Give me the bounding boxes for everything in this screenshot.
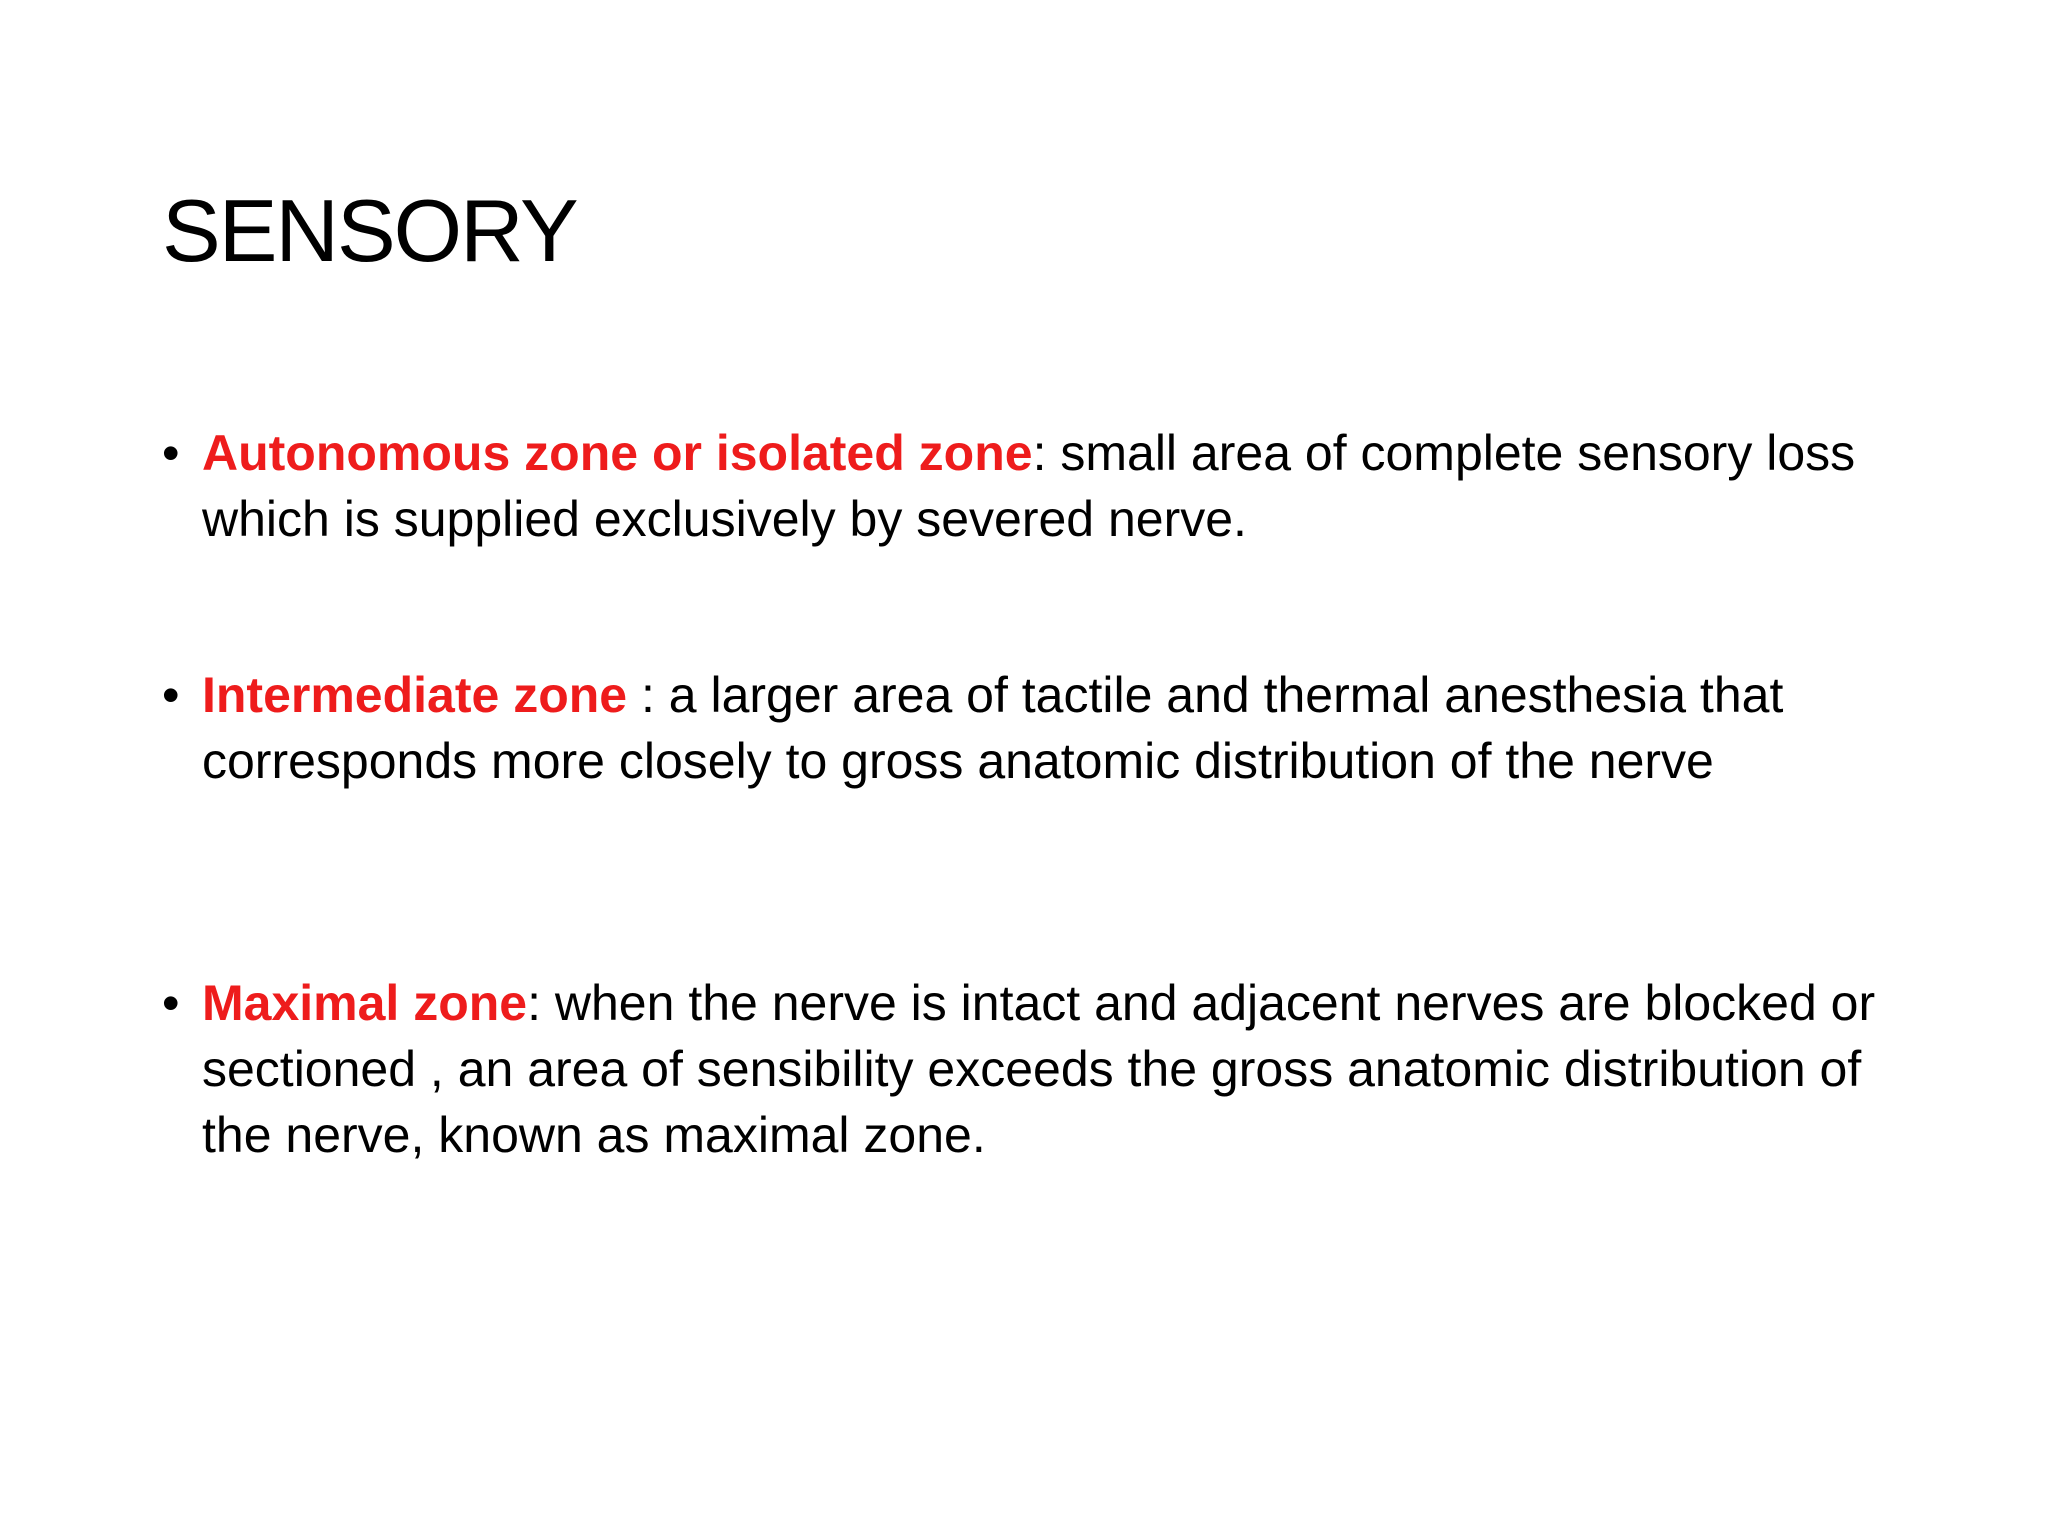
bullet-autonomous-zone xyxy=(162,420,1942,552)
bullet-intermediate-zone xyxy=(162,662,1942,794)
definition-maximal-zone: : when the nerve is intact and adjacent nerves are blocked or sectioned , an area of sensibility exceeds the gross anatomic distribution of the nerve, known as maximal zone. xyxy=(202,975,1876,1163)
bullet-maximal-zone xyxy=(162,970,1942,1168)
term-maximal-zone: Maximal zone xyxy=(202,975,528,1031)
bullet-dot-icon: • xyxy=(162,425,180,481)
bullet-dot-icon: • xyxy=(162,667,180,723)
bullet-dot-icon: • xyxy=(162,975,180,1031)
term-intermediate-zone: Intermediate zone xyxy=(202,667,628,723)
term-autonomous-zone: Autonomous zone or isolated zone xyxy=(202,425,1033,481)
definition-intermediate-zone: : a larger area of tactile and thermal anesthesia that corresponds more closely to gross anatomic distribution of the nerve xyxy=(202,667,1784,789)
definition-autonomous-zone: : small area of complete sensory loss which is supplied exclusively by severed nerve. xyxy=(202,425,1856,547)
slide-title: SENSORY xyxy=(162,181,577,280)
